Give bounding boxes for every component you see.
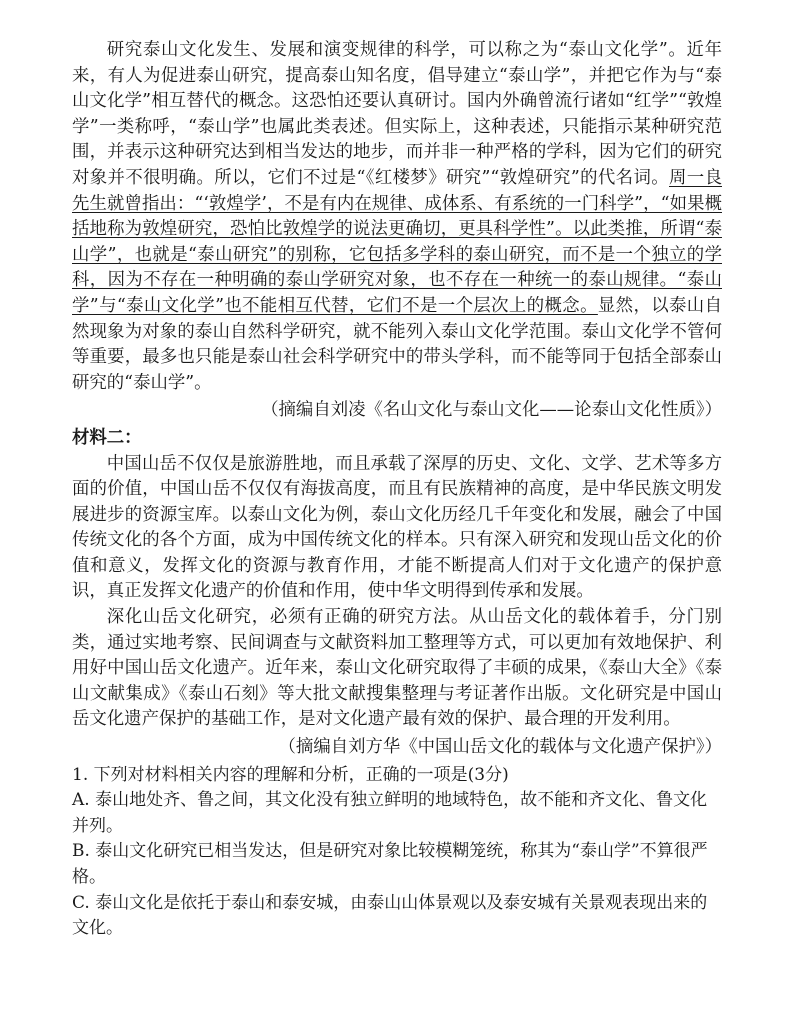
material2-paragraph-2: 深化山岳文化研究，必须有正确的研究方法。从山岳文化的载体着手，分门别类，通过实地考察、民间调查与文献资料加工整理等方式，可以更加有效地保护、利用好中国山岳文化遗产。近年来，泰山文化研究取得了丰硕的成果，《泰山大全》《泰山文献集成》《泰山石刻》等大批文献搜集整理与考证著作出版。文化研究是中国山岳文化遗产保护的基础工作，是对文化遗产最有效的保护、最合理的开发利用。: [72, 607, 722, 730]
material1-paragraph: [72, 38, 722, 396]
material1-text-pre: 研究泰山文化发生、发展和演变规律的科学，可以称之为“泰山文化学”。近年来，有人为促进泰山研究，提高泰山知名度，倡导建立“泰山学”，并把它作为与“泰山文化学”相互替代的概念。这恐怕还要认真研讨。国内外确曾流行诸如“红学”“敦煌学”一类称呼，“泰山学”也属此类表述。但实际上，这种表述，只能指示某种研究范围，并表示这种研究达到相当发达的地步，而并非一种严格的学科，因为它们的研究对象并不很明确。所以，它们不过是“《红楼梦》研究”“敦煌研究”的代名词。: [72, 40, 722, 188]
material2-heading: 材料二：: [72, 427, 142, 448]
document-page: [72, 38, 722, 942]
question1-option-c: C. 泰山文化是依托于泰山和泰安城，由泰山山体景观以及泰安城有关景观表现出来的文化。: [72, 892, 708, 939]
material2-paragraph-1: 中国山岳不仅仅是旅游胜地，而且承载了深厚的历史、文化、文学、艺术等多方面的价值，中国山岳不仅仅有海拔高度，而且有民族精神的高度，是中华民族文明发展进步的资源宝库。以泰山文化为例，泰山文化历经几千年变化和发展，融会了中国传统文化的各个方面，成为中国传统文化的样本。只有深入研究和发现山岳文化的价值和意义，发挥文化的资源与教育作用，才能不断提高人们对于文化遗产的保护意识，真正发挥文化遗产的价值和作用，使中华文明得到传承和发展。: [72, 453, 722, 602]
material1-underlined-quote: 周一良先生就曾指出：“‘敦煌学’，不是有内在规律、成体系、有系统的一门科学”，“如果概括地称为敦煌研究，恐怕比敦煌学的说法更确切，更具科学性”。以此类推，所谓“泰山学”，也就是“泰山研究”的别称，它包括多学科的泰山研究，而不是一个独立的学科，因为不存在一种明确的泰山学研究对象，也不存在一种统一的泰山规律。“泰山学”与“泰山文化学”也不能相互代替，它们不是一个层次上的概念。: [72, 167, 722, 316]
question1-option-a: A. 泰山地处齐、鲁之间，其文化没有独立鲜明的地域特色，故不能和齐文化、鲁文化并列。: [72, 790, 708, 836]
material1-source: （摘编自刘凌《名山文化与泰山文化——论泰山文化性质》）: [261, 400, 722, 421]
material2-source: （摘编自刘方华《中国山岳文化的载体与文化遗产保护》）: [278, 737, 722, 758]
question1-option-b: B. 泰山文化研究已相当发达，但是研究对象比较模糊笼统，称其为“泰山学”不算很严格。: [72, 841, 708, 887]
material1-text-post: 显然，以泰山自然现象为对象的泰山自然科学研究，就不能列入泰山文化学范围。泰山文化学不管何等重要，最多也只能是泰山社会科学研究中的带头学科，而不能等同于包括全部泰山研究的“泰山学”。: [72, 295, 722, 393]
question1-stem: 1. 下列对材料相关内容的理解和分析，正确的一项是(3分): [72, 764, 509, 785]
